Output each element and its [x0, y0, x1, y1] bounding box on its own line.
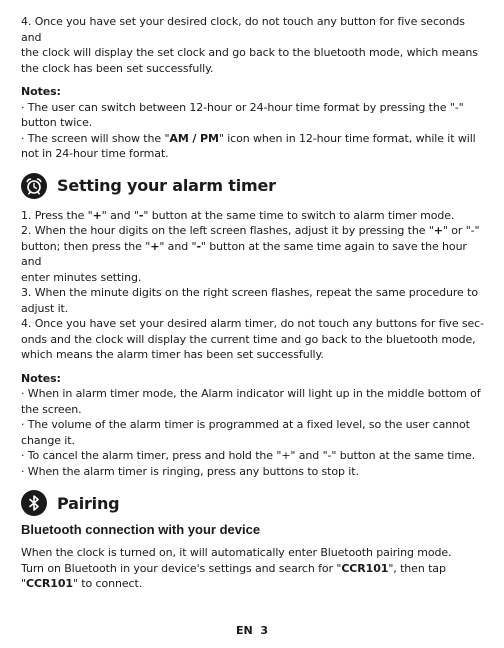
plus-key-label: +	[150, 239, 160, 253]
alarm-section-header	[21, 173, 484, 199]
text-span: · The screen will show the "	[21, 131, 170, 145]
device-name: CCR101	[25, 577, 73, 590]
text-line	[21, 576, 484, 592]
text-span: Turn on Bluetooth in your device's settings and search for "	[21, 561, 342, 575]
clock-step-4	[21, 14, 484, 76]
text-span: " and "	[101, 208, 139, 222]
text-line: the clock will display the set clock and go back to the bluetooth mode, which means	[21, 46, 478, 59]
page-number: EN 3	[235, 624, 269, 637]
notes-label: Notes:	[21, 371, 61, 385]
notes-label: Notes:	[21, 85, 61, 98]
text-span: " and "	[159, 239, 197, 253]
text-line	[21, 208, 484, 224]
text-span: " button at the same time again to save the hour and	[21, 239, 467, 268]
text-span: ", then tap	[388, 561, 446, 575]
am-pm-label: AM / PM	[169, 131, 219, 145]
text-line: 4. Once you have set your desired alarm timer, do not touch any buttons for five sec-	[21, 317, 484, 330]
manual-page	[21, 14, 484, 592]
text-line: 3. When the minute digits on the right screen flashes, repeat the same procedure to	[21, 286, 478, 299]
text-line: button twice.	[21, 116, 93, 129]
text-line: When the clock is turned on, it will automatically enter Bluetooth pairing mode.	[21, 546, 452, 559]
text-line	[21, 239, 484, 270]
text-line: · The volume of the alarm timer is programmed at a fixed level, so the user cannot	[21, 418, 470, 431]
text-span: 2. When the hour digits on the left screen flashes, adjust it by pressing the "	[21, 224, 434, 237]
text-line: · To cancel the alarm timer, press and hold the "+" and "-" button at the same time.	[21, 449, 476, 462]
text-line: which means the alarm timer has been set successfully.	[21, 348, 324, 361]
text-span: " or "-"	[442, 224, 480, 237]
text-span: " to connect.	[72, 577, 143, 590]
pairing-section-header	[21, 490, 484, 516]
text-line: 4. Once you have set your desired clock, do not touch any button for five seconds and	[21, 15, 465, 44]
text-line: · The user can switch between 12-hour or 24-hour time format by pressing the "-"	[21, 100, 464, 114]
device-name: CCR101	[341, 561, 389, 575]
plus-key-label: +	[92, 208, 102, 222]
text-line: · When in alarm timer mode, the Alarm indicator will light up in the middle bottom of	[21, 387, 481, 400]
text-line	[21, 131, 484, 147]
text-line: onds and the clock will display the current time and go back to the bluetooth mode,	[21, 332, 476, 346]
text-line: the clock has been set successfully.	[21, 61, 214, 75]
text-span: "	[21, 577, 26, 590]
text-line	[21, 223, 484, 239]
text-line: the screen.	[21, 402, 82, 416]
text-line: · When the alarm timer is ringing, press any buttons to stop it.	[21, 464, 359, 478]
text-span: 1. Press the "	[21, 208, 93, 222]
plus-key-label: +	[433, 224, 443, 237]
minus-key-label: -	[196, 239, 201, 253]
text-line	[21, 561, 484, 577]
text-line: adjust it.	[21, 301, 69, 315]
section-title: Pairing	[57, 493, 120, 513]
text-line: enter minutes setting.	[21, 270, 142, 284]
text-span: button; then press the "	[21, 239, 151, 253]
text-line: change it.	[21, 433, 75, 447]
section-title: Setting your alarm timer	[57, 176, 276, 195]
text-span: " button at the same time to switch to alarm timer mode.	[143, 208, 455, 222]
minus-key-label: -	[138, 208, 144, 222]
text-line: not in 24-hour time format.	[21, 147, 169, 160]
text-span: " icon when in 12-hour time format, while it will	[218, 131, 476, 145]
bluetooth-icon	[21, 490, 47, 516]
alarm-clock-icon	[21, 173, 47, 199]
section-subtitle: Bluetooth connection with your device	[21, 522, 261, 537]
